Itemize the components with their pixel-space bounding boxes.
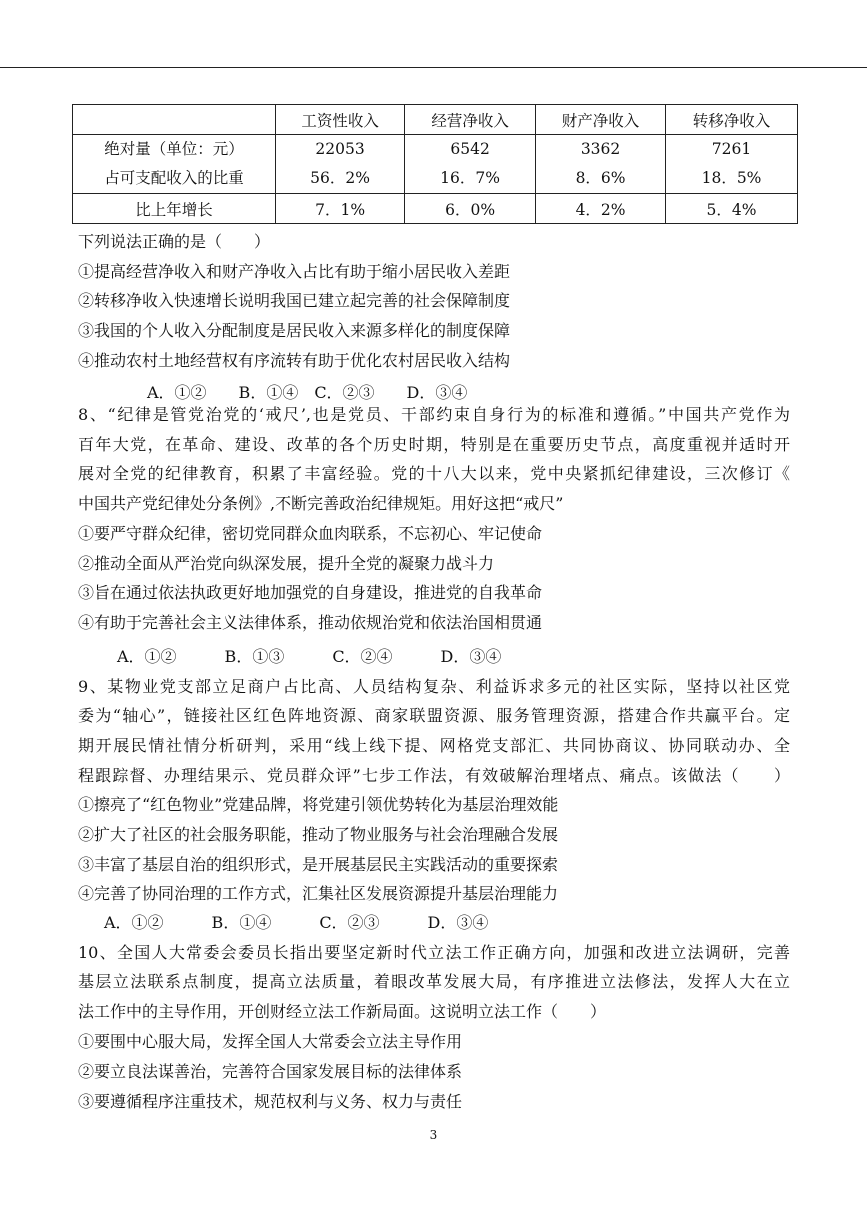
cell-value: 16．7% [440, 169, 500, 187]
q10-item-1: ①要围中心服大局，发挥全国人大常委会立法主导作用 [78, 1032, 463, 1051]
q9-stem-line-1: 9、某物业党支部立足商户占比高、人员结构复杂、利益诉求多元的社区实际，坚持以社区党 [78, 677, 790, 696]
q10-item-3: ③要遵循程序注重技术，规范权利与义务、权力与责任 [78, 1092, 463, 1111]
q7-item-4: ④推动农村土地经营权有序流转有助于优化农村居民收入结构 [78, 351, 511, 370]
cell-value: 22053 [315, 140, 365, 158]
cell-value: 7．1% [276, 194, 405, 224]
table-cell [536, 135, 666, 194]
q9-stem-line-3: 期开展民情社情分析研判，采用“线上线下提、网格党支部汇、共同协商议、协同联动办、全 [78, 736, 790, 755]
row-label-growth: 比上年增长 [73, 194, 276, 224]
q9-item-1: ①擦亮了“红色物业”党建品牌，将党建引领优势转化为基层治理效能 [78, 795, 559, 814]
table-cell [405, 135, 536, 194]
q8-stem-line-2: 百年大党，在革命、建设、改革的各个历史时期，特别是在重要历史节点，高度重视并适时开 [78, 435, 790, 454]
cell-value: 18．5% [701, 169, 762, 187]
page-number: 3 [429, 1128, 438, 1142]
cell-value: 5．4% [666, 194, 798, 224]
q9-stem-line-4: 程跟踪督、办理结果示、党员群众评”七步工作法，有效破解治理堵点、痛点。该做法（ ） [78, 766, 790, 785]
table-row [73, 135, 798, 194]
q7-prompt: 下列说法正确的是（ ） [78, 232, 271, 251]
table-cell [276, 135, 405, 194]
cell-value: 3362 [580, 140, 621, 158]
row-label-share: 占可支配收入的比重 [104, 169, 244, 187]
income-table [72, 104, 798, 224]
q8-stem-line-4: 中国共产党纪律处分条例》,不断完善政治纪律规矩。用好这把“戒尺” [78, 494, 564, 513]
cell-value: 8．6% [575, 169, 626, 187]
table-corner-cell [73, 105, 276, 135]
q8-item-1: ①要严守群众纪律，密切党同群众血肉联系，不忘初心、牢记使命 [78, 524, 543, 543]
q7-item-3: ③我国的个人收入分配制度是居民收入来源多样化的制度保障 [78, 321, 511, 340]
q8-stem-line-1: 8、“纪律是管党治党的‘戒尺’,也是党员、干部约束自身行为的标准和遵循。”中国共产党作为 [78, 405, 790, 424]
table-row-labels [73, 135, 276, 194]
table-header-cell: 财产净收入 [536, 105, 666, 135]
q10-item-2: ②要立良法谋善治，完善符合国家发展目标的法律体系 [78, 1062, 463, 1081]
table-header-cell: 经营净收入 [405, 105, 536, 135]
cell-value: 6．0% [405, 194, 536, 224]
q10-stem-line-3: 法工作中的主导作用，开创财经立法工作新局面。这说明立法工作（ ） [78, 1002, 607, 1021]
q8-item-4: ④有助于完善社会主义法律体系，推动依规治党和依法治国相贯通 [78, 613, 543, 632]
q9-item-2: ②扩大了社区的社会服务职能，推动了物业服务与社会治理融合发展 [78, 825, 559, 844]
table-header-cell: 转移净收入 [666, 105, 798, 135]
q8-item-3: ③旨在通过依法执政更好地加强党的自身建设，推进党的自我革命 [78, 583, 543, 602]
q9-item-3: ③丰富了基层自治的组织形式，是开展基层民主实践活动的重要探索 [78, 855, 559, 874]
q7-options: A．①② B．①④ C．②③ D．③④ [147, 383, 468, 402]
cell-value: 7261 [711, 140, 752, 158]
q9-item-4: ④完善了协同治理的工作方式，汇集社区发展资源提升基层治理能力 [78, 884, 559, 903]
q8-item-2: ②推动全面从严治党向纵深发展，提升全党的凝聚力战斗力 [78, 554, 495, 573]
q7-item-2: ②转移净收入快速增长说明我国已建立起完善的社会保障制度 [78, 291, 511, 310]
q9-stem-line-2: 委为“轴心”，链接社区红色阵地资源、商家联盟资源、服务管理资源，搭建合作共赢平台。定 [78, 706, 790, 725]
table-header-row [73, 105, 798, 135]
q10-stem-line-1: 10、全国人大常委会委员长指出要坚定新时代立法工作正确方向，加强和改进立法调研，完善 [78, 943, 790, 962]
q8-stem-line-3: 展对全党的纪律教育，积累了丰富经验。党的十八大以来，党中央紧抓纪律建设，三次修订《 [78, 464, 790, 483]
cell-value: 6542 [450, 140, 490, 158]
q9-options: A．①② B．①④ C．②③ D．③④ [104, 913, 489, 932]
table-row [73, 194, 798, 224]
row-label-absolute: 绝对量（单位：元） [104, 140, 244, 158]
q8-options: A．①② B．①③ C．②④ D．③④ [117, 647, 502, 666]
table-header-cell: 工资性收入 [276, 105, 405, 135]
cell-value: 56．2% [310, 169, 370, 187]
q10-stem-line-2: 基层立法联系点制度，提高立法质量，着眼改革发展大局，有序推进立法修法，发挥人大在立 [78, 972, 790, 991]
q7-item-1: ①提高经营净收入和财产净收入占比有助于缩小居民收入差距 [78, 262, 511, 281]
header-rule [0, 67, 867, 68]
table-cell [666, 135, 798, 194]
cell-value: 4．2% [536, 194, 666, 224]
